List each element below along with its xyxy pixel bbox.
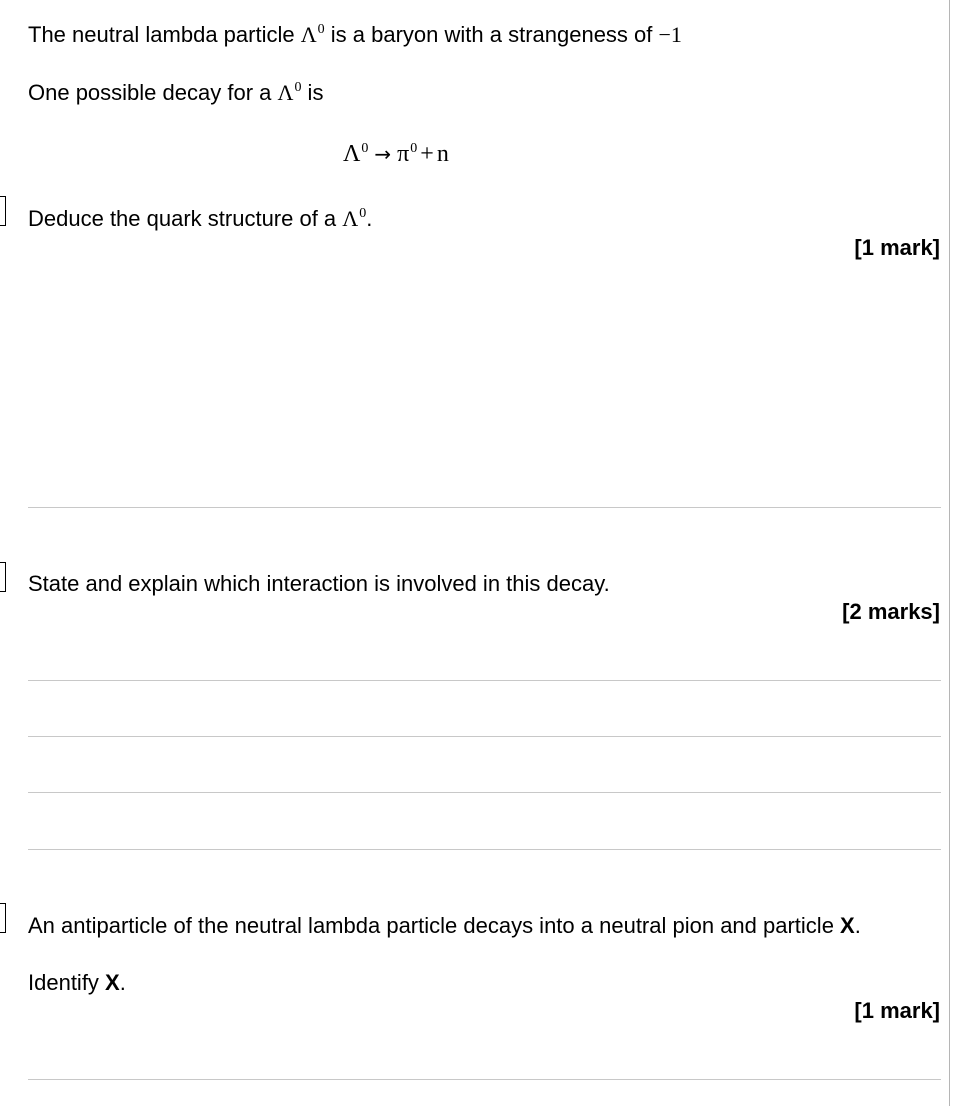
strangeness-value: −1 (658, 22, 682, 47)
question-1-text-end: . (366, 206, 373, 231)
lambda-symbol: Λ (342, 206, 359, 231)
question-3-marker (0, 903, 6, 933)
lambda-symbol: Λ (300, 22, 317, 47)
answer-line-q3[interactable] (28, 1079, 941, 1080)
equation-neutron: n (436, 141, 449, 167)
question-3-marks: [1 mark] (854, 998, 940, 1023)
identify-text-end: . (119, 970, 126, 995)
intro-text-end: is a baryon with a strangeness of (324, 22, 659, 47)
equation-plus: + (420, 141, 434, 167)
lambda-superscript: 0 (359, 206, 367, 221)
intro-line-2-end: is (301, 80, 324, 105)
answer-line-q2-2[interactable] (28, 736, 941, 737)
decay-equation (343, 142, 449, 166)
lambda-symbol: Λ (277, 80, 294, 105)
question-3-text (28, 915, 861, 937)
intro-line-2-start: One possible decay for a (28, 80, 278, 105)
equation-pion: π (397, 141, 410, 167)
equation-pion-sup: 0 (410, 141, 418, 156)
answer-line-q2-3[interactable] (28, 792, 941, 793)
lambda-superscript: 0 (317, 22, 325, 37)
question-3-identify (28, 972, 126, 994)
question-1-marker (0, 196, 6, 226)
question-2-text: State and explain which interaction is involved in this decay. (28, 571, 610, 596)
intro-line-2 (28, 82, 323, 104)
equation-arrow: → (374, 142, 392, 166)
particle-x-label: X (840, 913, 855, 938)
question-1-marks: [1 mark] (854, 235, 940, 260)
equation-lambda-sup: 0 (361, 141, 369, 156)
intro-text-start: The neutral lambda particle (28, 22, 301, 47)
question-1-text-start: Deduce the quark structure of a (28, 206, 343, 231)
question-1-text (28, 208, 372, 230)
question-3-text-end: . (854, 913, 861, 938)
answer-line-q1[interactable] (28, 507, 941, 508)
question-2-marker (0, 562, 6, 592)
question-2-marks: [2 marks] (842, 599, 940, 624)
answer-line-q2-4[interactable] (28, 849, 941, 850)
question-3-text-start: An antiparticle of the neutral lambda particle decays into a neutral pion and particle (28, 913, 841, 938)
equation-lambda: Λ (343, 141, 361, 167)
lambda-superscript: 0 (294, 80, 302, 95)
page-right-border (949, 0, 950, 1106)
identify-text-start: Identify (28, 970, 106, 995)
answer-line-q2-1[interactable] (28, 680, 941, 681)
identify-x-label: X (105, 970, 120, 995)
intro-line-1 (28, 24, 682, 46)
